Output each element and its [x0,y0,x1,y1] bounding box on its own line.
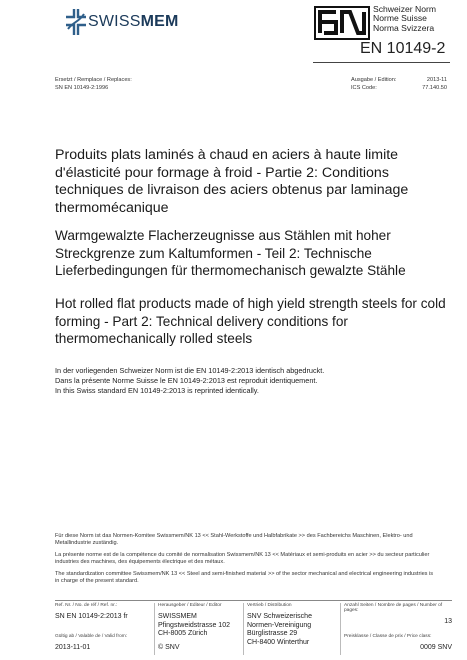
ref-value: SN EN 10149-2:2013 fr [55,613,128,620]
issue-label: Ausgabe / Edition: [351,77,397,83]
title-french: Produits plats laminés à chaud en aciers à haute limite d'élasticité pour formage à froid - Partie 2: Conditions techniques de livraison des aciers obtenus par laminage thermomécanique [55,147,409,216]
footer-publisher [158,603,230,639]
snv-line-it: Norma Svizzera [373,22,435,33]
snv-line-fr: Norme Suisse [373,13,427,24]
wordmark-light: SWISS [88,13,141,30]
swissmem-wordmark [88,13,179,31]
title-english: Hot rolled flat products made of high yield strength steels for cold forming - Part 2: Technical delivery conditions for thermomechanically rolled steels [55,296,446,346]
publisher-street: Pfingstweidstrasse 102 [158,621,230,629]
committee-de: Für diese Norm ist das Normen-Komitee Swissmem/NK 13 << Stahl-Werkstoffe und Halbfabrikate >> des Fachbereichs Maschinen, Elektro- und Metallindustrie zuständig. [55,533,413,547]
price-class-value: 0009 SNV [420,644,452,651]
footer-column-divider [243,603,244,655]
snv-line-de: Schweizer Norm [373,4,437,14]
footer-divider [55,600,452,601]
pages-label: Anzahl Seiten / Nombre de pages / Number of pages: [344,603,443,613]
publisher-label: Herausgeber / Editeur / Editor [158,603,222,608]
header-divider [313,62,450,63]
pages-value: 13 [444,618,452,625]
issue-value: 2013-11 [426,77,447,83]
publisher-city: CH-8005 Zürich [158,630,208,638]
footer-column-divider [340,603,341,655]
distribution-label: Vertrieb / Distribution [247,603,292,608]
ref-label: Ref. Nr. / No. de réf / Ref. nr.: [55,603,118,608]
replaces-label: Ersetzt / Remplace / Replaces: [55,77,132,83]
distribution-line-3: Bürglistrasse 29 [247,630,298,638]
footer-reference [55,603,128,622]
swissmem-logo [64,8,88,41]
snv-emblem-icon [314,6,370,40]
committee-fr: La présente norme est de la compétence du comité de normalisation Swissmem/NK 13 << Matériaux et semi-produits en acier >> du secteur particulier industries des machines, des équipements électrique et des métaux. [55,551,430,566]
replaces-block [55,76,132,92]
ics-value: 77.140.50 [422,85,447,91]
note-de: In der vorliegenden Schweizer Norm ist die EN 10149-2:2013 identisch abgedruckt. [55,366,325,375]
publisher-name: SWISSMEM [158,613,197,620]
snv-name-lines [373,5,436,33]
ics-label: ICS Code: [351,85,377,91]
note-fr: Dans la présente Norme Suisse le EN 10149-2:2013 est reproduit identiquement. [55,375,318,385]
valid-from-value: 2013-11-01 [55,644,91,651]
valid-from-label: Gültig ab / Valable de / Valid from: [55,634,128,639]
distribution-line-1: SNV Schweizerische [247,613,312,620]
committee-statement [55,533,435,590]
footer-pages [344,603,452,627]
footer-column-divider [154,603,155,655]
wordmark-bold: MEM [140,13,179,30]
issue-block [351,76,447,92]
distribution-line-4: CH-8400 Winterthur [247,638,310,646]
replaces-value: SN EN 10149-2:1996 [55,85,109,91]
footer-distribution [247,603,312,647]
swissmem-cross-icon [64,8,88,36]
copyright: © SNV [158,644,180,651]
distribution-line-2: Normen-Vereinigung [247,621,312,629]
standard-number: EN 10149-2 [360,40,446,57]
price-class-label: Preisklasse / Classe de prix / Price class: [344,634,432,639]
note-en: In this Swiss standard EN 10149-2:2013 is reprinted identically. [55,385,259,395]
committee-en: The standardization committee Swissmem/NK 13 << Steel and semi-finished material >> of the sector mechanical and electrical engineering industries is in charge of the present standard. [55,570,434,585]
reprint-notes [55,366,324,395]
title-german: Warmgewalzte Flacherzeugnisse aus Stählen mit hoher Streckgrenze zum Kaltumformen - Teil 2: Technische Lieferbedingungen für thermomechanisch gewalzte Stähle [55,228,406,278]
